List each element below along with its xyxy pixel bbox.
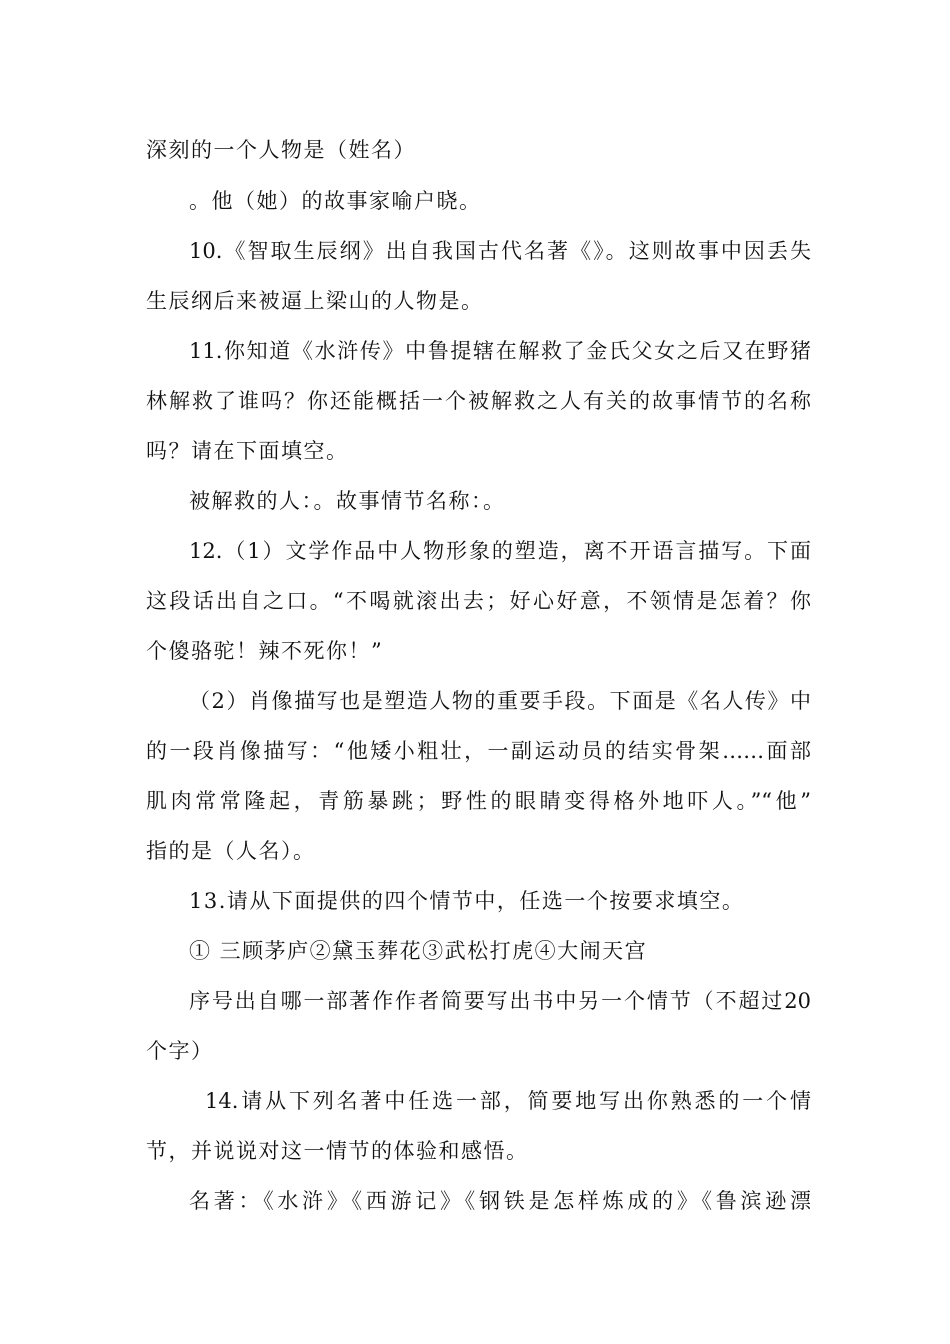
question-13-line-4: 个字） <box>146 1039 214 1063</box>
question-11-line-2: 林解救了谁吗？你还能概括一个被解救之人有关的故事情节的名称 <box>146 389 811 413</box>
question-14-line-3: 名著：《水浒》《西游记》《钢铁是怎样炼成的》《鲁滨逊漂 <box>189 1189 811 1213</box>
question-13-line-3: 序号出自哪一部著作作者简要写出书中另一个情节（不超过20 <box>189 989 811 1013</box>
question-14-line-1: 14.请从下列名著中任选一部，简要地写出你熟悉的一个情 <box>205 1089 811 1113</box>
text-line-2: 。他（她）的故事家喻户晓。 <box>189 189 482 213</box>
text-line-1: 深刻的一个人物是（姓名） <box>146 138 416 162</box>
question-13-options: ① 三顾茅庐②黛玉葬花③武松打虎④大闹天宫 <box>189 939 648 963</box>
question-12-line-2: 这段话出自之口。“不喝就滚出去；好心好意，不领情是怎着？你 <box>146 589 811 613</box>
question-12-part-2-line-4: 指的是（人名）。 <box>146 839 316 863</box>
question-12-line-3: 个傻骆驼！辣不死你！” <box>146 639 384 663</box>
question-10-line-2: 生辰纲后来被逼上梁山的人物是。 <box>146 289 484 313</box>
question-12-line-1: 12.（1）文学作品中人物形象的塑造，离不开语言描写。下面 <box>189 539 811 563</box>
question-11-answer-line: 被解救的人：。故事情节名称：。 <box>189 489 506 513</box>
question-12-part-2-line-1: （2）肖像描写也是塑造人物的重要手段。下面是《名人传》中 <box>189 689 811 713</box>
question-13-line-1: 13.请从下面提供的四个情节中，任选一个按要求填空。 <box>189 889 745 913</box>
question-11-line-1: 11.你知道《水浒传》中鲁提辖在解救了金氏父女之后又在野猪 <box>189 339 811 363</box>
question-12-part-2-line-2: 的一段肖像描写：“他矮小粗壮，一副运动员的结实骨架……面部 <box>146 739 811 763</box>
question-14-line-2: 节，并说说对这一情节的体验和感悟。 <box>146 1139 529 1163</box>
question-10-line-1: 10.《智取生辰纲》出自我国古代名著《》。这则故事中因丢失 <box>189 239 811 263</box>
question-12-part-2-line-3: 肌肉常常隆起，青筋暴跳；野性的眼睛变得格外地吓人。”“他” <box>146 789 811 813</box>
question-11-line-3: 吗？请在下面填空。 <box>146 439 349 463</box>
